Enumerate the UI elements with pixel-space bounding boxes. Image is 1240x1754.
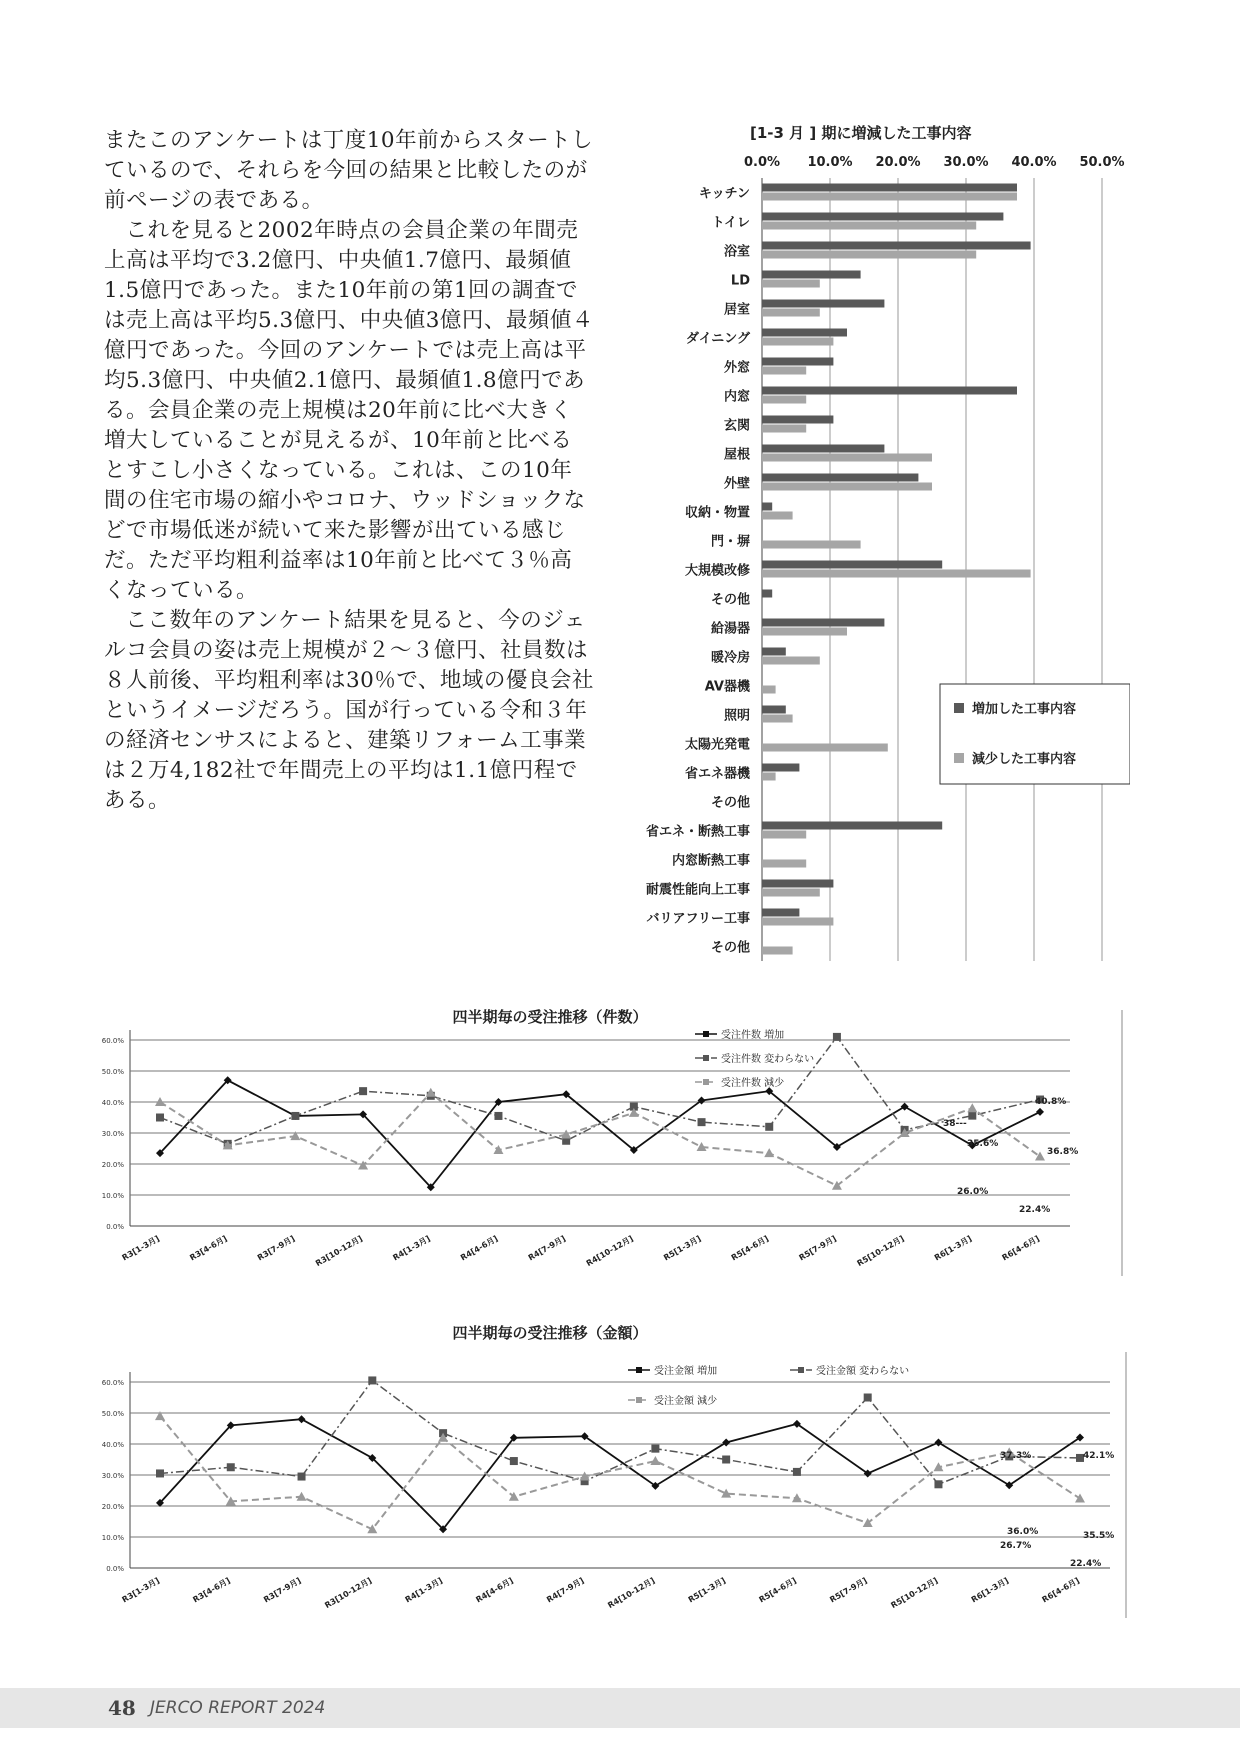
category-label: 省エネ器機 <box>684 766 750 782</box>
bar <box>762 280 820 288</box>
y-tick-label: 60.0% <box>101 1037 124 1045</box>
data-point <box>510 1457 518 1465</box>
bar <box>762 744 888 752</box>
x-tick-label: R6[4-6月] <box>1040 1575 1081 1605</box>
annotation-label: 26.7% <box>1000 1541 1032 1551</box>
y-tick-label: 0.0% <box>106 1223 124 1231</box>
x-tick-label: R6[1-3月] <box>932 1233 974 1263</box>
data-point <box>968 1112 976 1120</box>
x-tick-label: 10.0% <box>807 155 853 170</box>
bar <box>762 445 884 453</box>
x-tick-label: R6[4-6月] <box>1000 1233 1041 1263</box>
y-tick-label: 0.0% <box>106 1565 124 1573</box>
category-label: 浴室 <box>723 244 750 260</box>
paragraph: これを見ると2002年時点の会員企業の年間売上高は平均で3.2億円、中央値1.7億円、最頻値1.5億円であった。また10年前の第1回の調査では売上高は平均5.3億円、中央値3億円、最頻値４億円であった。今回のアンケートでは売上高は平均5.3億円、中央値2.1億円、最頻値1.8億円である。会員企業の売上規模は20年前に比べ大きく増大していることが見えるが、10年前と比べるとすこし小さくなっている。これは、この10年間の住宅市場の縮小やコロナ、ウッドショックなどで市場低迷が続いて来た影響が出ている感じだ。ただ平均粗利益率は10年前と比べて３％高くなっている。 <box>104 218 594 603</box>
page-footer <box>0 1688 1240 1728</box>
bar <box>762 474 918 482</box>
annotation-label: 42.1% <box>1083 1451 1115 1461</box>
annotation-label: 35.5% <box>1083 1531 1115 1541</box>
data-point <box>298 1473 306 1481</box>
x-tick-label: R3[10-12月] <box>314 1233 365 1269</box>
legend-marker <box>636 1367 642 1373</box>
bar <box>762 416 833 424</box>
x-tick-label: R4[1-3月] <box>391 1233 432 1263</box>
work-content-bar-chart <box>610 118 1130 978</box>
bar <box>762 570 1031 578</box>
legend-swatch <box>954 703 964 713</box>
bar <box>762 918 833 926</box>
x-tick-label: R6[1-3月] <box>969 1575 1011 1605</box>
category-label: 大規模改修 <box>684 563 750 579</box>
x-tick-label: R3[10-12月] <box>323 1575 374 1611</box>
data-point <box>793 1468 801 1476</box>
bar <box>762 483 932 491</box>
data-point <box>359 1087 367 1095</box>
x-tick-label: R4[4-6月] <box>474 1575 515 1605</box>
order-amount-line-chart <box>90 1318 1130 1638</box>
annotation-label: 40.8% <box>1035 1097 1067 1107</box>
legend-label: 増加した工事内容 <box>972 702 1077 717</box>
x-tick-label: R3[7-9月] <box>255 1233 297 1263</box>
bar <box>762 880 833 888</box>
page-number: 48 <box>108 1696 136 1720</box>
y-tick-label: 10.0% <box>101 1192 124 1200</box>
x-tick-label: R5[10-12月] <box>889 1575 940 1611</box>
bar <box>762 367 806 375</box>
category-label: 居室 <box>723 302 750 318</box>
x-tick-label: R5[4-6月] <box>729 1233 771 1263</box>
bar <box>762 860 806 868</box>
x-tick-label: 20.0% <box>875 155 921 170</box>
x-tick-label: R5[1-3月] <box>686 1575 728 1605</box>
data-point <box>765 1123 773 1131</box>
legend-label: 受注件数 変わらない <box>721 1054 815 1065</box>
bar <box>762 271 861 279</box>
legend-label: 受注金額 変わらない <box>816 1366 910 1377</box>
bar <box>762 657 820 665</box>
y-tick-label: 20.0% <box>101 1503 124 1511</box>
bar <box>762 300 884 308</box>
y-tick-label: 60.0% <box>101 1379 124 1387</box>
bar <box>762 831 806 839</box>
category-label: 外窓 <box>723 360 750 376</box>
order-count-line-chart <box>90 1002 1130 1302</box>
annotation-label: 36.8% <box>1047 1147 1079 1157</box>
bar <box>762 454 932 462</box>
category-label: その他 <box>710 592 750 608</box>
paragraph: ここ数年のアンケート結果を見ると、今のジェルコ会員の姿は売上規模が２～３億円、社員数は８人前後、平均粗利率は30％で、地域の優良会社というイメージだろう。国が行っている令和３年の経済センサスによると、建築リフォーム工事業は２万4,182社で年間売上の平均は1.1億円程である。 <box>104 608 594 813</box>
x-tick-label: 40.0% <box>1011 155 1057 170</box>
x-tick-label: R4[1-3月] <box>403 1575 445 1605</box>
legend-label: 受注金額 減少 <box>654 1396 718 1407</box>
category-label: 暖冷房 <box>710 650 750 666</box>
legend-label: 減少した工事内容 <box>972 752 1077 767</box>
bar <box>762 358 833 366</box>
bar <box>762 213 1003 221</box>
legend-marker <box>703 1079 709 1085</box>
annotation-label: 37.3% <box>1000 1451 1032 1461</box>
legend-box <box>940 684 1130 784</box>
data-point <box>291 1112 299 1120</box>
chart-title: [1-3 月 ] 期に増減した工事内容 <box>750 124 972 142</box>
category-label: バリアフリー工事 <box>646 911 750 927</box>
bar <box>762 889 820 897</box>
bar <box>762 309 820 317</box>
y-tick-label: 20.0% <box>101 1161 124 1169</box>
data-point <box>156 1469 164 1477</box>
data-point <box>764 1148 774 1157</box>
category-label: キッチン <box>698 186 750 202</box>
data-point <box>934 1438 942 1446</box>
x-tick-label: R3[1-3月] <box>120 1575 161 1605</box>
x-tick-label: R5[7-9月] <box>797 1233 838 1263</box>
annotation-label: 35.6% <box>967 1139 999 1149</box>
bar <box>762 396 806 404</box>
bar <box>762 561 942 569</box>
chart-title: 四半期毎の受注推移（件数） <box>452 1008 648 1026</box>
data-point <box>494 1112 502 1120</box>
category-label: LD <box>730 273 750 289</box>
data-point <box>358 1161 368 1170</box>
x-tick-label: R4[10-12月] <box>606 1575 657 1611</box>
x-tick-label: R3[1-3月] <box>120 1233 161 1263</box>
y-tick-label: 50.0% <box>101 1410 124 1418</box>
data-point <box>493 1145 503 1154</box>
x-tick-label: R3[7-9月] <box>262 1575 303 1605</box>
x-tick-label: R4[4-6月] <box>459 1233 500 1263</box>
category-label: その他 <box>710 795 750 811</box>
legend-marker <box>703 1031 709 1037</box>
annotation-label: 26.0% <box>957 1187 989 1197</box>
chart-title: 四半期毎の受注推移（金額） <box>452 1324 648 1342</box>
category-label: 内窓 <box>723 389 750 405</box>
bar <box>762 590 772 598</box>
y-tick-label: 10.0% <box>101 1534 124 1542</box>
bar <box>762 222 976 230</box>
legend-marker <box>798 1367 804 1373</box>
x-tick-label: R3[4-6月] <box>188 1233 229 1263</box>
bar <box>762 329 847 337</box>
bar <box>762 503 772 511</box>
annotation-label: 22.4% <box>1070 1559 1102 1569</box>
legend-label: 受注件数 減少 <box>721 1078 785 1089</box>
bar <box>762 648 786 656</box>
bar <box>762 706 786 714</box>
annotation-label: 22.4% <box>1019 1205 1051 1215</box>
bar <box>762 338 833 346</box>
bar <box>762 773 776 781</box>
bar <box>762 242 1031 250</box>
bar <box>762 512 793 520</box>
data-point <box>650 1456 660 1465</box>
x-tick-label: R4[7-9月] <box>526 1233 568 1263</box>
category-label: ダイニング <box>686 331 750 347</box>
x-tick-label: 50.0% <box>1079 155 1125 170</box>
y-tick-label: 50.0% <box>101 1068 124 1076</box>
bar <box>762 184 1017 192</box>
data-point <box>722 1456 730 1464</box>
bar <box>762 425 806 433</box>
category-label: 給湯器 <box>710 621 750 637</box>
data-point <box>1075 1494 1085 1503</box>
category-label: 門・塀 <box>710 534 750 550</box>
data-point <box>864 1394 872 1402</box>
data-point <box>901 1103 909 1111</box>
data-point <box>792 1493 802 1502</box>
data-point <box>833 1033 841 1041</box>
bar <box>762 628 847 636</box>
publication-name: JERCO REPORT 2024 <box>150 1698 326 1718</box>
annotation-label: 38--- <box>943 1119 967 1129</box>
data-point <box>722 1438 730 1446</box>
annotation-label: 36.0% <box>1007 1527 1039 1537</box>
category-label: その他 <box>710 940 750 956</box>
paragraph: またこのアンケートは丁度10年前からスタートしているので、それらを今回の結果と比較したのが前ページの表である。 <box>104 128 594 213</box>
legend-label: 受注件数 増加 <box>721 1030 785 1041</box>
category-label: AV器機 <box>704 679 750 695</box>
legend-label: 受注金額 増加 <box>654 1366 718 1377</box>
bar <box>762 909 799 917</box>
bar <box>762 387 1017 395</box>
bar <box>762 686 776 694</box>
data-point <box>934 1480 942 1488</box>
x-tick-label: R5[10-12月] <box>855 1233 906 1269</box>
bar <box>762 947 793 955</box>
category-label: 内窓断熱工事 <box>671 853 750 869</box>
bar <box>762 822 942 830</box>
bar <box>762 541 861 549</box>
data-point <box>561 1130 571 1139</box>
category-label: 耐震性能向上工事 <box>645 882 750 898</box>
article-text <box>104 126 594 816</box>
category-label: 省エネ・断熱工事 <box>645 824 750 840</box>
data-point <box>967 1103 977 1112</box>
data-point <box>368 1376 376 1384</box>
x-tick-label: 30.0% <box>943 155 989 170</box>
data-point <box>1036 1108 1044 1116</box>
bar <box>762 764 799 772</box>
category-label: 照明 <box>723 708 750 724</box>
data-point <box>155 1411 165 1420</box>
category-label: 外壁 <box>723 476 750 492</box>
x-tick-label: R5[1-3月] <box>662 1233 703 1263</box>
category-label: トイレ <box>711 215 750 231</box>
y-tick-label: 40.0% <box>101 1099 124 1107</box>
x-tick-label: R5[4-6月] <box>757 1575 798 1605</box>
bar <box>762 619 884 627</box>
x-tick-label: R5[7-9月] <box>828 1575 869 1605</box>
data-point <box>298 1415 306 1423</box>
bar <box>762 251 976 259</box>
data-point <box>227 1463 235 1471</box>
x-tick-label: R4[7-9月] <box>545 1575 586 1605</box>
data-point <box>651 1445 659 1453</box>
legend-swatch <box>954 753 964 763</box>
category-label: 屋根 <box>723 447 750 463</box>
x-tick-label: R3[4-6月] <box>191 1575 232 1605</box>
bar <box>762 193 1017 201</box>
y-tick-label: 30.0% <box>101 1472 124 1480</box>
y-tick-label: 30.0% <box>101 1130 124 1138</box>
data-point <box>156 1114 164 1122</box>
legend-marker <box>636 1397 642 1403</box>
legend-marker <box>703 1055 709 1061</box>
bar <box>762 715 793 723</box>
x-tick-label: R4[10-12月] <box>584 1233 635 1269</box>
category-label: 玄関 <box>723 418 750 434</box>
category-label: 収納・物置 <box>684 505 750 521</box>
y-tick-label: 40.0% <box>101 1441 124 1449</box>
data-point <box>698 1118 706 1126</box>
category-label: 太陽光発電 <box>684 737 750 753</box>
x-tick-label: 0.0% <box>743 155 781 170</box>
